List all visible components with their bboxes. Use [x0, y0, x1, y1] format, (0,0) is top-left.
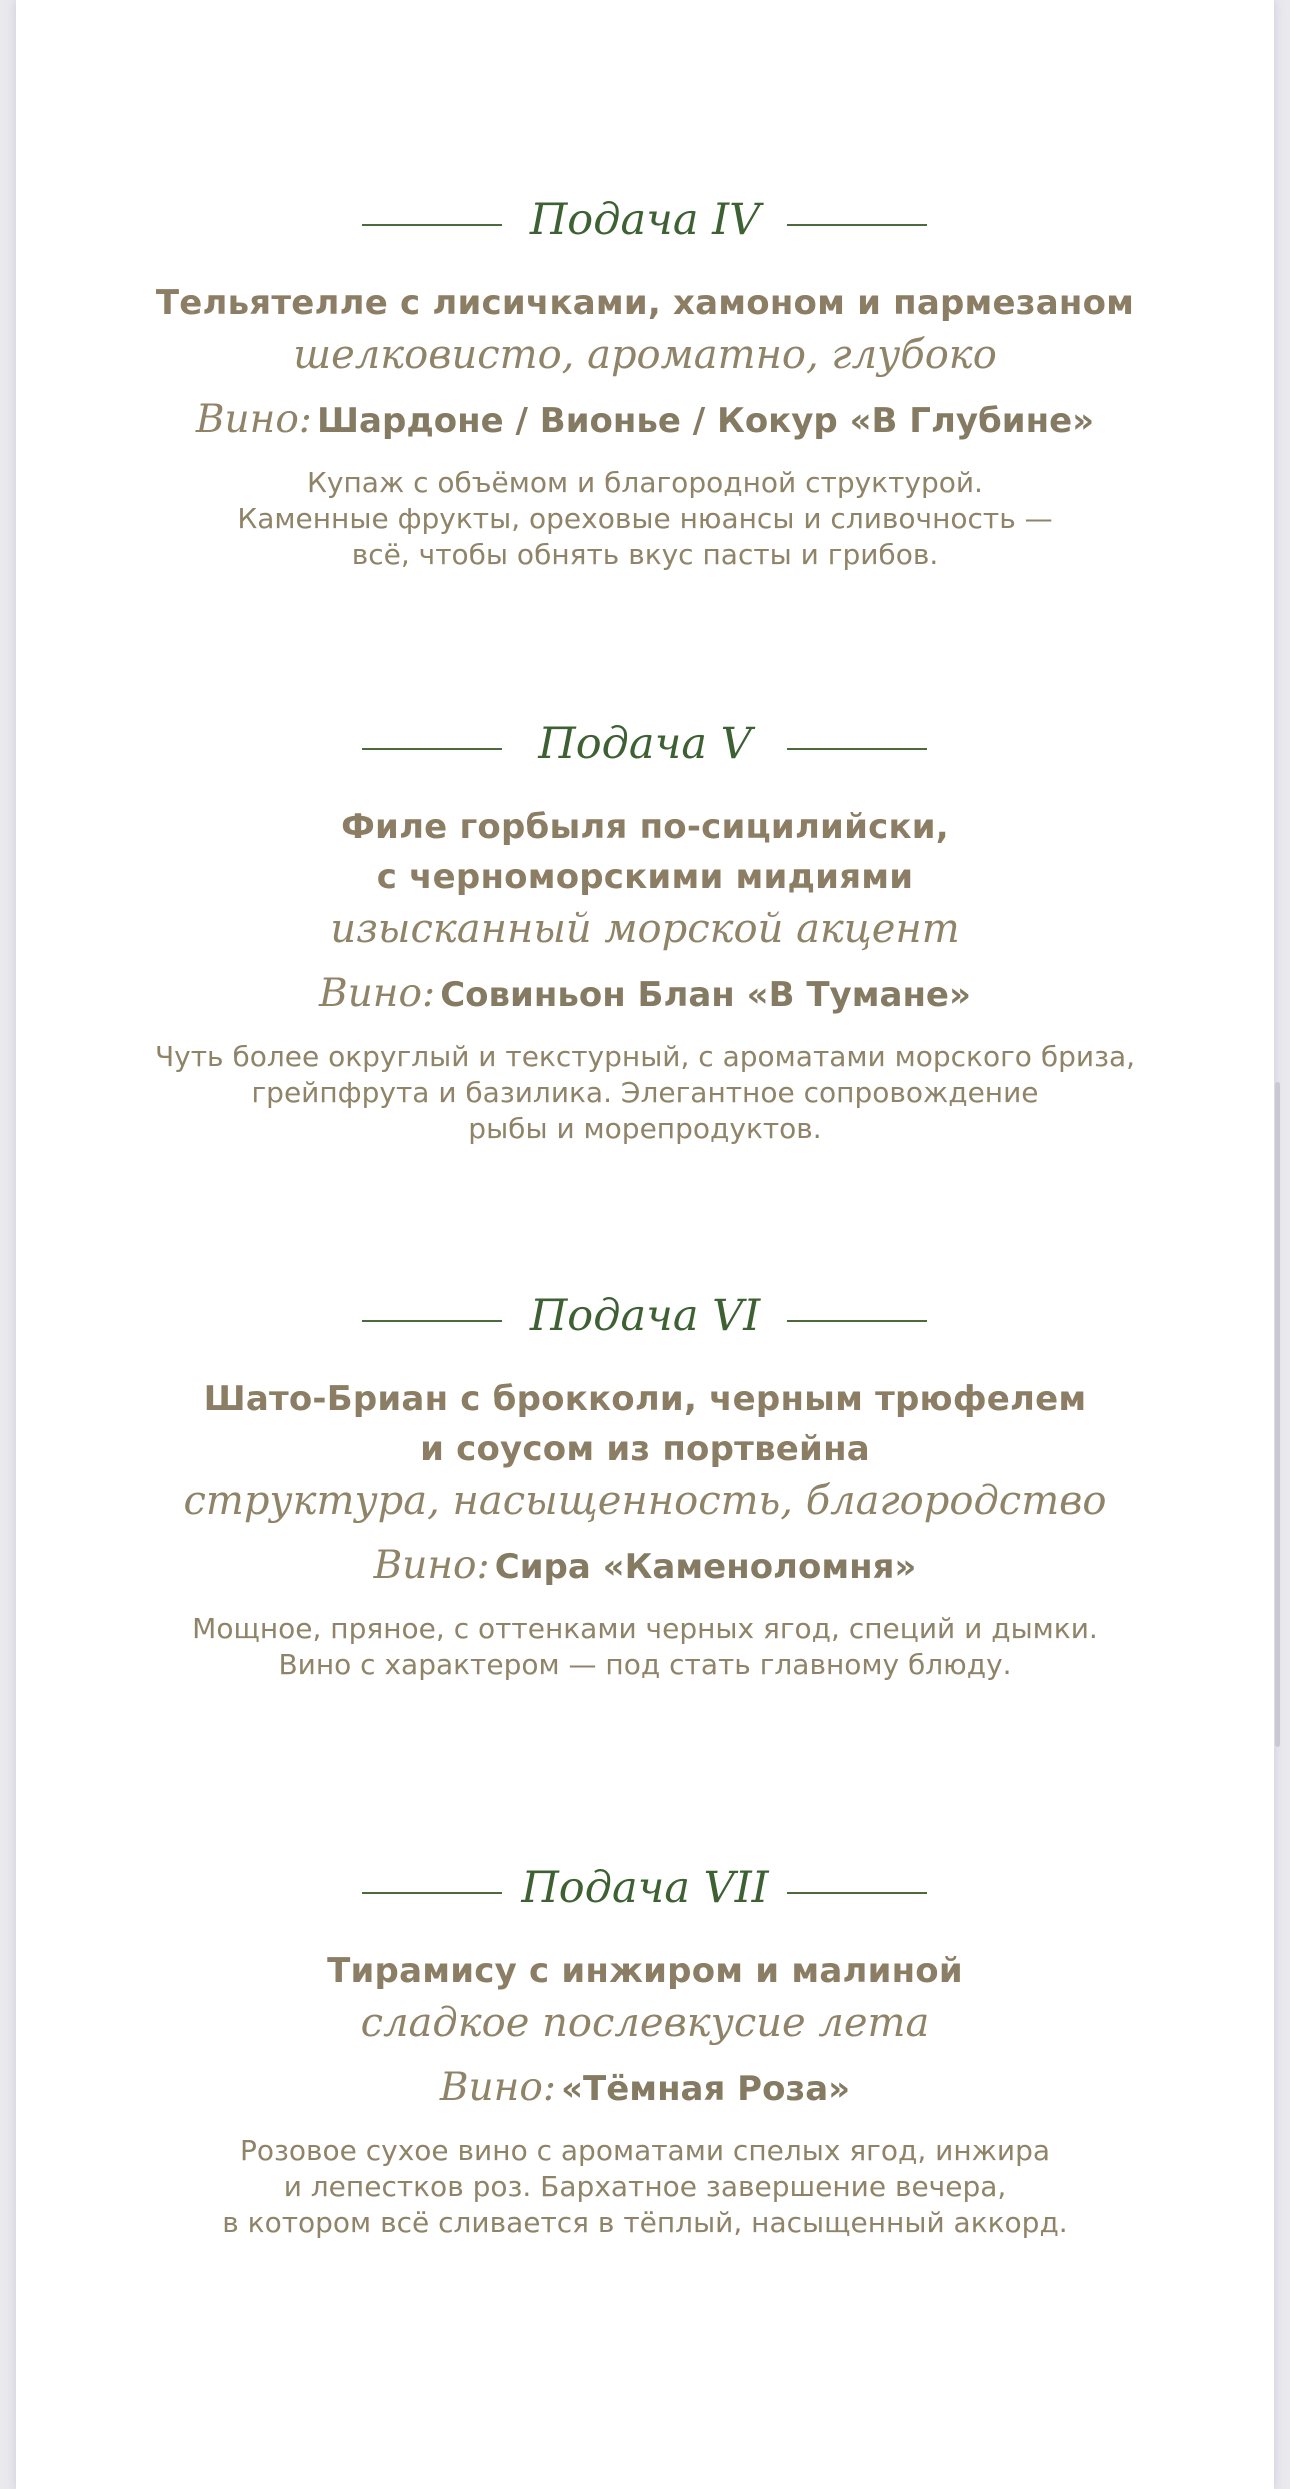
menu-page	[16, 0, 1274, 2489]
course-title: Подача VII	[521, 1863, 769, 1913]
course-title: Подача VI	[529, 1291, 761, 1341]
divider-right	[787, 224, 927, 226]
wine-pairing	[16, 966, 1274, 1029]
course-header	[16, 1284, 1274, 1348]
dish-name: Тельятелле с лисичками, хамоном и пармезаном	[155, 283, 1135, 323]
course-title: Подача IV	[529, 195, 761, 245]
divider-right	[787, 748, 927, 750]
course-title: Подача V	[538, 719, 752, 769]
divider-left	[362, 748, 502, 750]
wine-description: Чуть более округлый и текстурный, с ароматами морского бриза, грейпфрута и базилика. Элегантное сопровождение рыбы и морепродуктов.	[154, 1040, 1136, 1145]
course-section-vii	[16, 1856, 1274, 2241]
wine-pairing	[16, 1538, 1274, 1601]
dish-tagline: сладкое послевкусие лета	[360, 2000, 930, 2046]
wine-name: Совиньон Блан «В Тумане»	[440, 975, 971, 1015]
course-section-vi	[16, 1284, 1274, 1683]
wine-pairing	[16, 392, 1274, 455]
wine-name: Шардоне / Вионье / Кокур «В Глубине»	[317, 401, 1095, 441]
dish-tagline: шелковисто, ароматно, глубоко	[293, 332, 997, 378]
divider-left	[362, 224, 502, 226]
wine-label: Вино:	[195, 397, 312, 442]
dish-name: Тирамису с инжиром и малиной	[327, 1951, 963, 1991]
divider-left	[362, 1320, 502, 1322]
divider-left	[362, 1892, 502, 1894]
dish-tagline: структура, насыщенность, благородство	[183, 1478, 1107, 1524]
course-header	[16, 188, 1274, 252]
scrollbar-thumb[interactable]	[1275, 1082, 1280, 1747]
dish-name: Филе горбыля по-сицилийски, с черноморскими мидиями	[341, 807, 949, 897]
dish-name: Шато-Бриан с брокколи, черным трюфелем и соусом из портвейна	[203, 1379, 1087, 1469]
course-section-v	[16, 712, 1274, 1147]
wine-pairing	[16, 2060, 1274, 2123]
wine-description: Мощное, пряное, с оттенками черных ягод, специй и дымки. Вино с характером — под стать главному блюду.	[192, 1612, 1098, 1681]
wine-label: Вино:	[373, 1543, 490, 1588]
wine-name: Сира «Каменоломня»	[494, 1547, 917, 1587]
wine-description: Розовое сухое вино с ароматами спелых ягод, инжира и лепестков роз. Бархатное завершение вечера, в котором всё сливается в тёплый, насыщенный аккорд.	[222, 2134, 1068, 2239]
divider-right	[787, 1320, 927, 1322]
divider-right	[787, 1892, 927, 1894]
wine-description: Купаж с объёмом и благородной структурой. Каменные фрукты, ореховые нюансы и сливочность — всё, чтобы обнять вкус пасты и грибов.	[237, 466, 1053, 571]
course-section-iv	[16, 188, 1274, 573]
wine-label: Вино:	[439, 2065, 556, 2110]
course-header	[16, 712, 1274, 776]
course-header	[16, 1856, 1274, 1920]
wine-label: Вино:	[319, 971, 436, 1016]
dish-tagline: изысканный морской акцент	[330, 906, 960, 952]
wine-name: «Тёмная Роза»	[561, 2069, 851, 2109]
